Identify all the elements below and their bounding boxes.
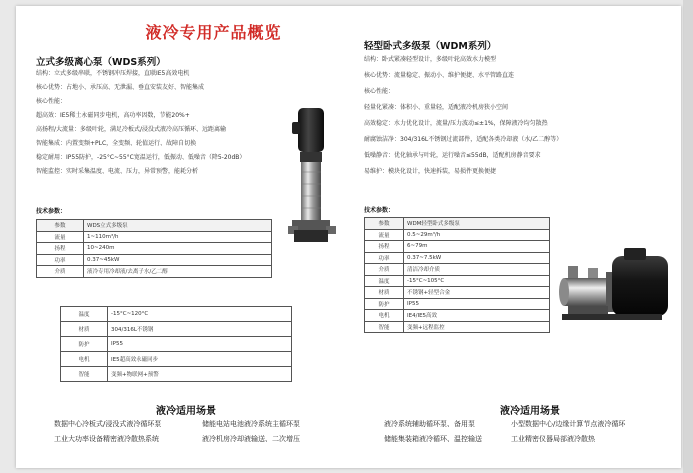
table-cell: 变频+物联网+预警 [108, 367, 292, 382]
table-cell: 防护 [61, 337, 108, 352]
wds-spec-table [36, 219, 272, 278]
table-row [37, 266, 272, 278]
table-row [365, 310, 550, 322]
feature-line: 超高效：IE5稀土永磁同步电机，高功率因数，节能20%+ [36, 112, 190, 119]
table-cell: 不锈钢+轻型合金 [404, 287, 550, 299]
table-row [365, 229, 550, 241]
wdm-spec-table [364, 217, 550, 333]
table-cell: IP55 [108, 337, 292, 352]
wdm-features [364, 56, 562, 176]
table-cell: 变频+远程监控 [404, 321, 550, 333]
table-cell: 材质 [61, 322, 108, 337]
table-cell: 温度 [365, 275, 404, 287]
wdm-spec-label: 技术参数： [364, 207, 395, 214]
table-cell: 智能 [365, 321, 404, 333]
table-cell: 功率 [37, 254, 84, 266]
table-row [61, 367, 292, 382]
app-item: 工业大功率设备精密液冷散热系统 [54, 435, 159, 443]
feature-line: 高扬程/大流量：多级叶轮，满足冷板式/浸没式液冷高压循环、远距离输 [36, 126, 227, 133]
table-cell: 参数 [37, 220, 84, 232]
feature-line: 核心优势：占地小、承压高、无泄漏、垂直安装友好、智能集成 [36, 84, 205, 91]
app-item: 小型数据中心/边缘计算节点液冷循环 [511, 420, 626, 428]
table-row [37, 243, 272, 255]
horizontal-pump-image [554, 242, 674, 332]
table-row [365, 298, 550, 310]
scrollbar-track[interactable] [683, 0, 693, 473]
wds-apps-heading: 液冷适用场景 [156, 406, 216, 417]
document-page [16, 6, 681, 468]
table-cell: IE5超高效永磁同步 [108, 352, 292, 367]
table-cell: 304/316L不锈钢 [108, 322, 292, 337]
table-cell: 0.5~29m³/h [404, 229, 550, 241]
table-cell: -15°C~105°C [404, 275, 550, 287]
table-row [37, 220, 272, 232]
table-cell: 温度 [61, 307, 108, 322]
feature-line: 结构：立式多级串联，不锈钢冲压焊接，直联IE5高效电机 [36, 70, 190, 77]
table-row [37, 254, 272, 266]
feature-line: 耐腐蚀洁净：304/316L不锈钢过流部件，适配各类冷却液（水/乙二醇等） [364, 136, 563, 143]
table-row [61, 337, 292, 352]
table-cell: 介质 [365, 264, 404, 276]
table-cell: IP55 [404, 298, 550, 310]
feature-line: 易维护：模块化设计，快速拆装，易损件更换便捷 [364, 168, 497, 175]
table-cell: 0.37~7.5kW [404, 252, 550, 264]
table-cell: IE4/IE5高效 [404, 310, 550, 322]
page-title: 液冷专用产品概览 [145, 23, 282, 42]
wds-spec-table-continued [60, 306, 292, 382]
table-cell: 智能 [61, 367, 108, 382]
table-cell: 材质 [365, 287, 404, 299]
table-cell: 电机 [61, 352, 108, 367]
feature-line: 高效稳定：水力优化设计，流量/压力波动≤±1%，保障液冷均匀散热 [364, 120, 548, 127]
table-cell: 扬程 [37, 243, 84, 255]
table-row [365, 252, 550, 264]
feature-line: 稳定耐用：IP55防护，-25°C~55°C宽温运行，低振动、低噪音（降5-20dB） [36, 154, 246, 161]
wds-spec-label: 技术参数： [36, 208, 67, 215]
table-row [365, 275, 550, 287]
app-item: 液冷机房冷却液输送、二次增压 [202, 435, 300, 443]
table-row [365, 321, 550, 333]
feature-line: 智能监控：实时采集温度、电流、压力，异常预警，能耗分析 [36, 168, 199, 175]
feature-line: 轻量化紧凑：体积小、重量轻，适配液冷机房狭小空间 [364, 104, 509, 111]
feature-line: 结构：卧式紧凑轻型设计，多级叶轮高效水力模型 [364, 56, 497, 63]
table-row [365, 287, 550, 299]
table-cell: 功率 [365, 252, 404, 264]
table-cell: 1~110m³/h [84, 231, 272, 243]
table-cell: 液冷专用冷却液/去离子水/乙二醇 [84, 266, 272, 278]
table-cell: 电机 [365, 310, 404, 322]
feature-line: 智能集成：内置变频+PLC，全变频、轮值运行、故障自切换 [36, 140, 197, 147]
table-cell: 防护 [365, 298, 404, 310]
feature-line: 核心优势：流量稳定、振动小、维护便捷、水平管路直连 [364, 72, 515, 79]
app-item: 液冷系统辅助循环泵、备用泵 [384, 420, 475, 428]
feature-line: 核心性能： [364, 88, 395, 95]
table-cell: WDS立式多级泵 [84, 220, 272, 232]
table-row [365, 264, 550, 276]
wds-features [36, 70, 245, 176]
table-row [61, 322, 292, 337]
table-cell: 清洁冷却介质 [404, 264, 550, 276]
table-cell: 流量 [365, 229, 404, 241]
wdm-heading: 轻型卧式多级泵（WDM系列） [364, 41, 497, 52]
table-row [365, 218, 550, 230]
table-row [61, 307, 292, 322]
wds-heading: 立式多级离心泵（WDS系列） [36, 57, 166, 68]
table-cell: 0.37~45kW [84, 254, 272, 266]
table-cell: 介质 [37, 266, 84, 278]
app-item: 数据中心冷板式/浸没式液冷循环泵 [54, 420, 162, 428]
table-cell: 扬程 [365, 241, 404, 253]
table-cell: WDM轻型卧式多级泵 [404, 218, 550, 230]
table-cell: 参数 [365, 218, 404, 230]
table-cell: 流量 [37, 231, 84, 243]
feature-line: 低噪静音：优化轴承与叶轮，运行噪音≤55dB，适配机房静音要求 [364, 152, 541, 159]
table-cell: 10~240m [84, 243, 272, 255]
app-item: 工业精密仪器局部液冷散热 [511, 435, 595, 443]
table-cell: 6~79m [404, 241, 550, 253]
table-row [365, 241, 550, 253]
feature-line: 核心性能： [36, 98, 67, 105]
table-cell: -15°C~120°C [108, 307, 292, 322]
wdm-apps-heading: 液冷适用场景 [500, 406, 560, 417]
vertical-pump-image [286, 106, 338, 246]
app-item: 储能电站电池液冷系统主循环泵 [202, 420, 300, 428]
table-row [61, 352, 292, 367]
table-row [37, 231, 272, 243]
app-item: 储能集装箱液冷循环、温控输送 [384, 435, 482, 443]
